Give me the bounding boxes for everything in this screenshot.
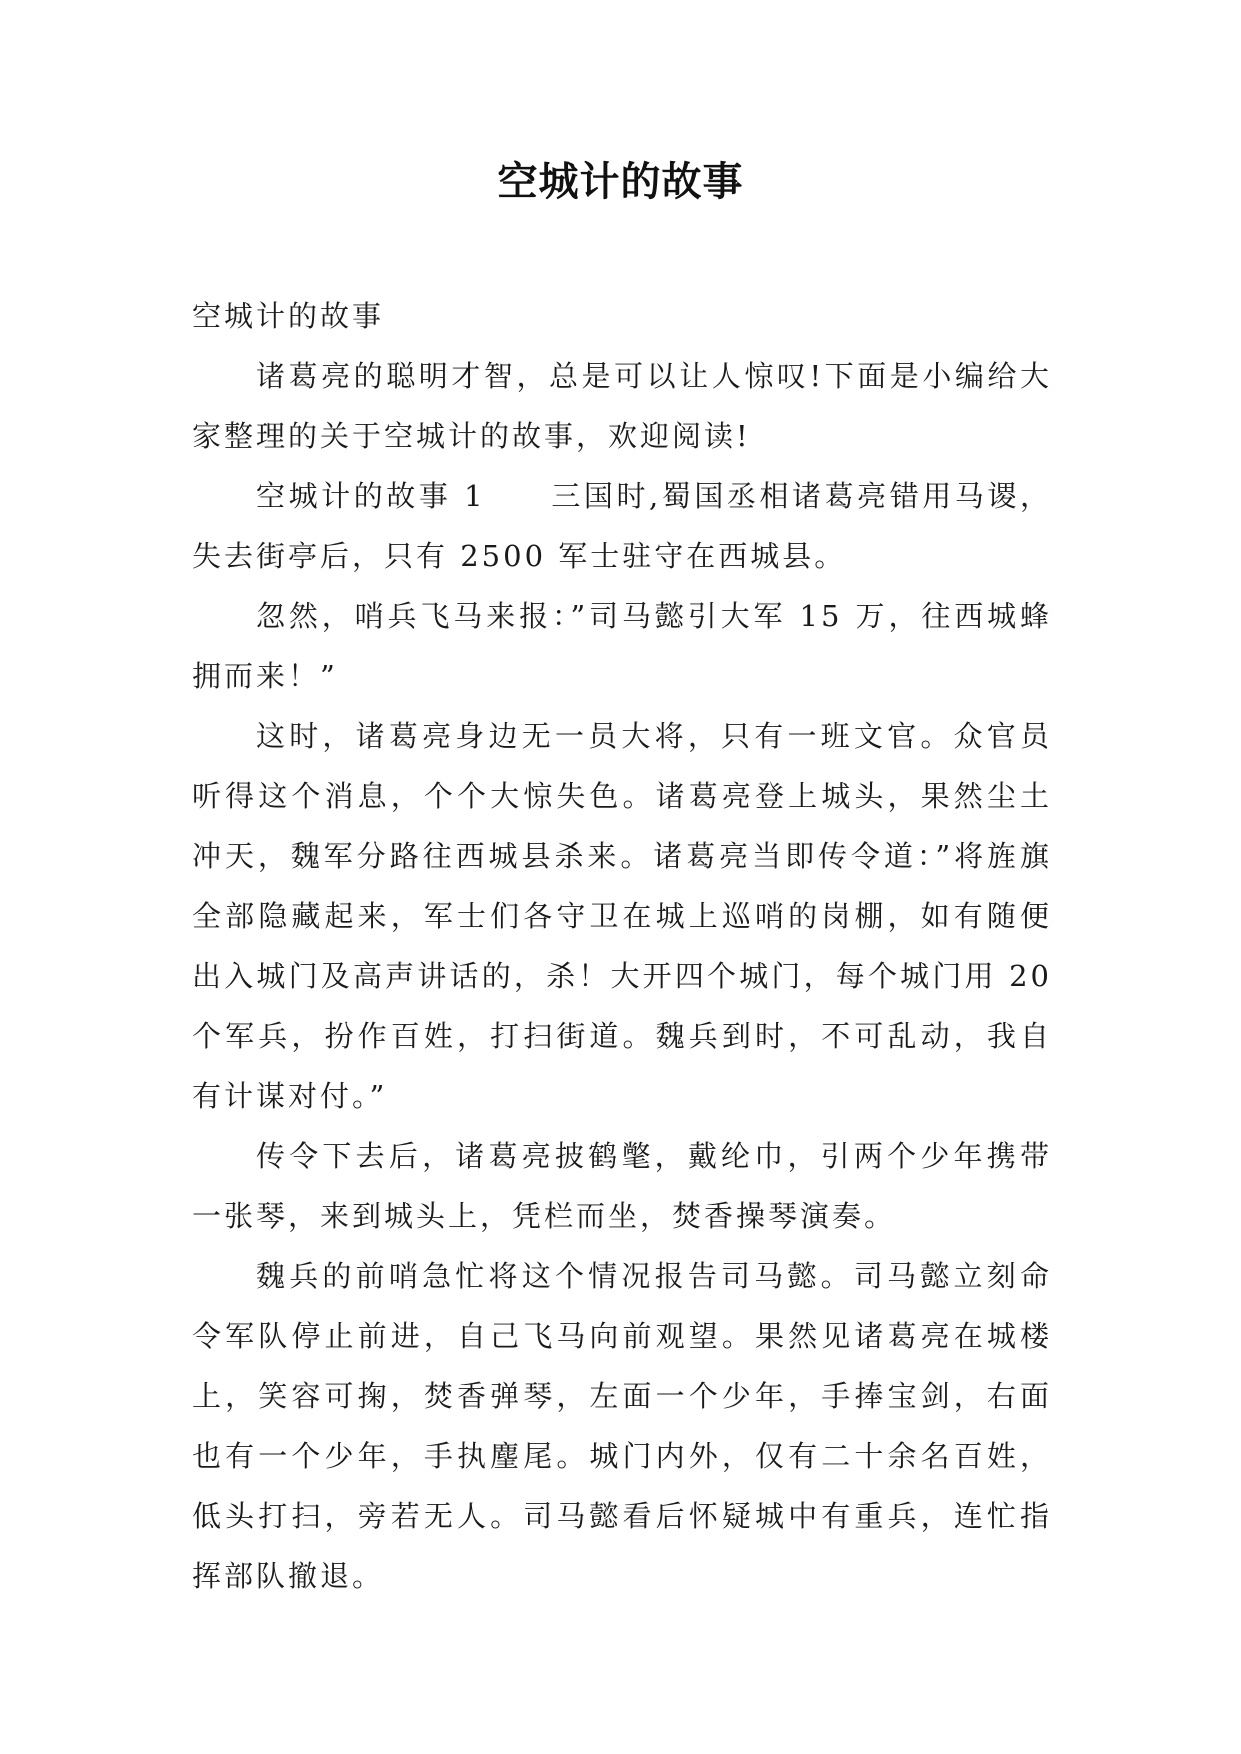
paragraph-scout-report: 忽然，哨兵飞马来报：”司马懿引大军 15 万，往西城蜂拥而来！” bbox=[192, 599, 1052, 693]
paragraph-orders: 这时，诸葛亮身边无一员大将，只有一班文官。众官员听得这个消息，个个大惊失色。诸葛亮登上城头，果然尘土冲天，魏军分路往西城县杀来。诸葛亮当即传令道：”将旌旗全部隐藏起来，军士们各守卫在城上巡哨的岗棚，如有随便出入城门及高声讲话的，杀！大开四个城门，每个城门用 20 个军兵，扮作百姓，打扫街道。魏兵到时，不可乱动，我自有计谋对付。” bbox=[192, 719, 1052, 1113]
paragraph-heading: 空城计的故事 bbox=[192, 299, 385, 333]
paragraph-story-start: 空城计的故事 1 三国时,蜀国丞相诸葛亮错用马谡，失去街亭后，只有 2500 军士驻守在西城县。 bbox=[192, 479, 1052, 573]
paragraph-intro: 诸葛亮的聪明才智，总是可以让人惊叹!下面是小编给大家整理的关于空城计的故事，欢迎阅读! bbox=[192, 359, 1052, 453]
document-title: 空城计的故事 bbox=[497, 158, 744, 205]
paragraph-zither: 传令下去后，诸葛亮披鹤氅，戴纶巾，引两个少年携带一张琴，来到城头上，凭栏而坐，焚香操琴演奏。 bbox=[192, 1139, 1052, 1233]
paragraph-retreat: 魏兵的前哨急忙将这个情况报告司马懿。司马懿立刻命令军队停止前进，自己飞马向前观望。果然见诸葛亮在城楼上，笑容可掬，焚香弹琴，左面一个少年，手捧宝剑，右面也有一个少年，手执麈尾。城门内外，仅有二十余名百姓，低头打扫，旁若无人。司马懿看后怀疑城中有重兵，连忙指挥部队撤退。 bbox=[192, 1259, 1052, 1593]
document-body bbox=[192, 286, 1052, 1606]
